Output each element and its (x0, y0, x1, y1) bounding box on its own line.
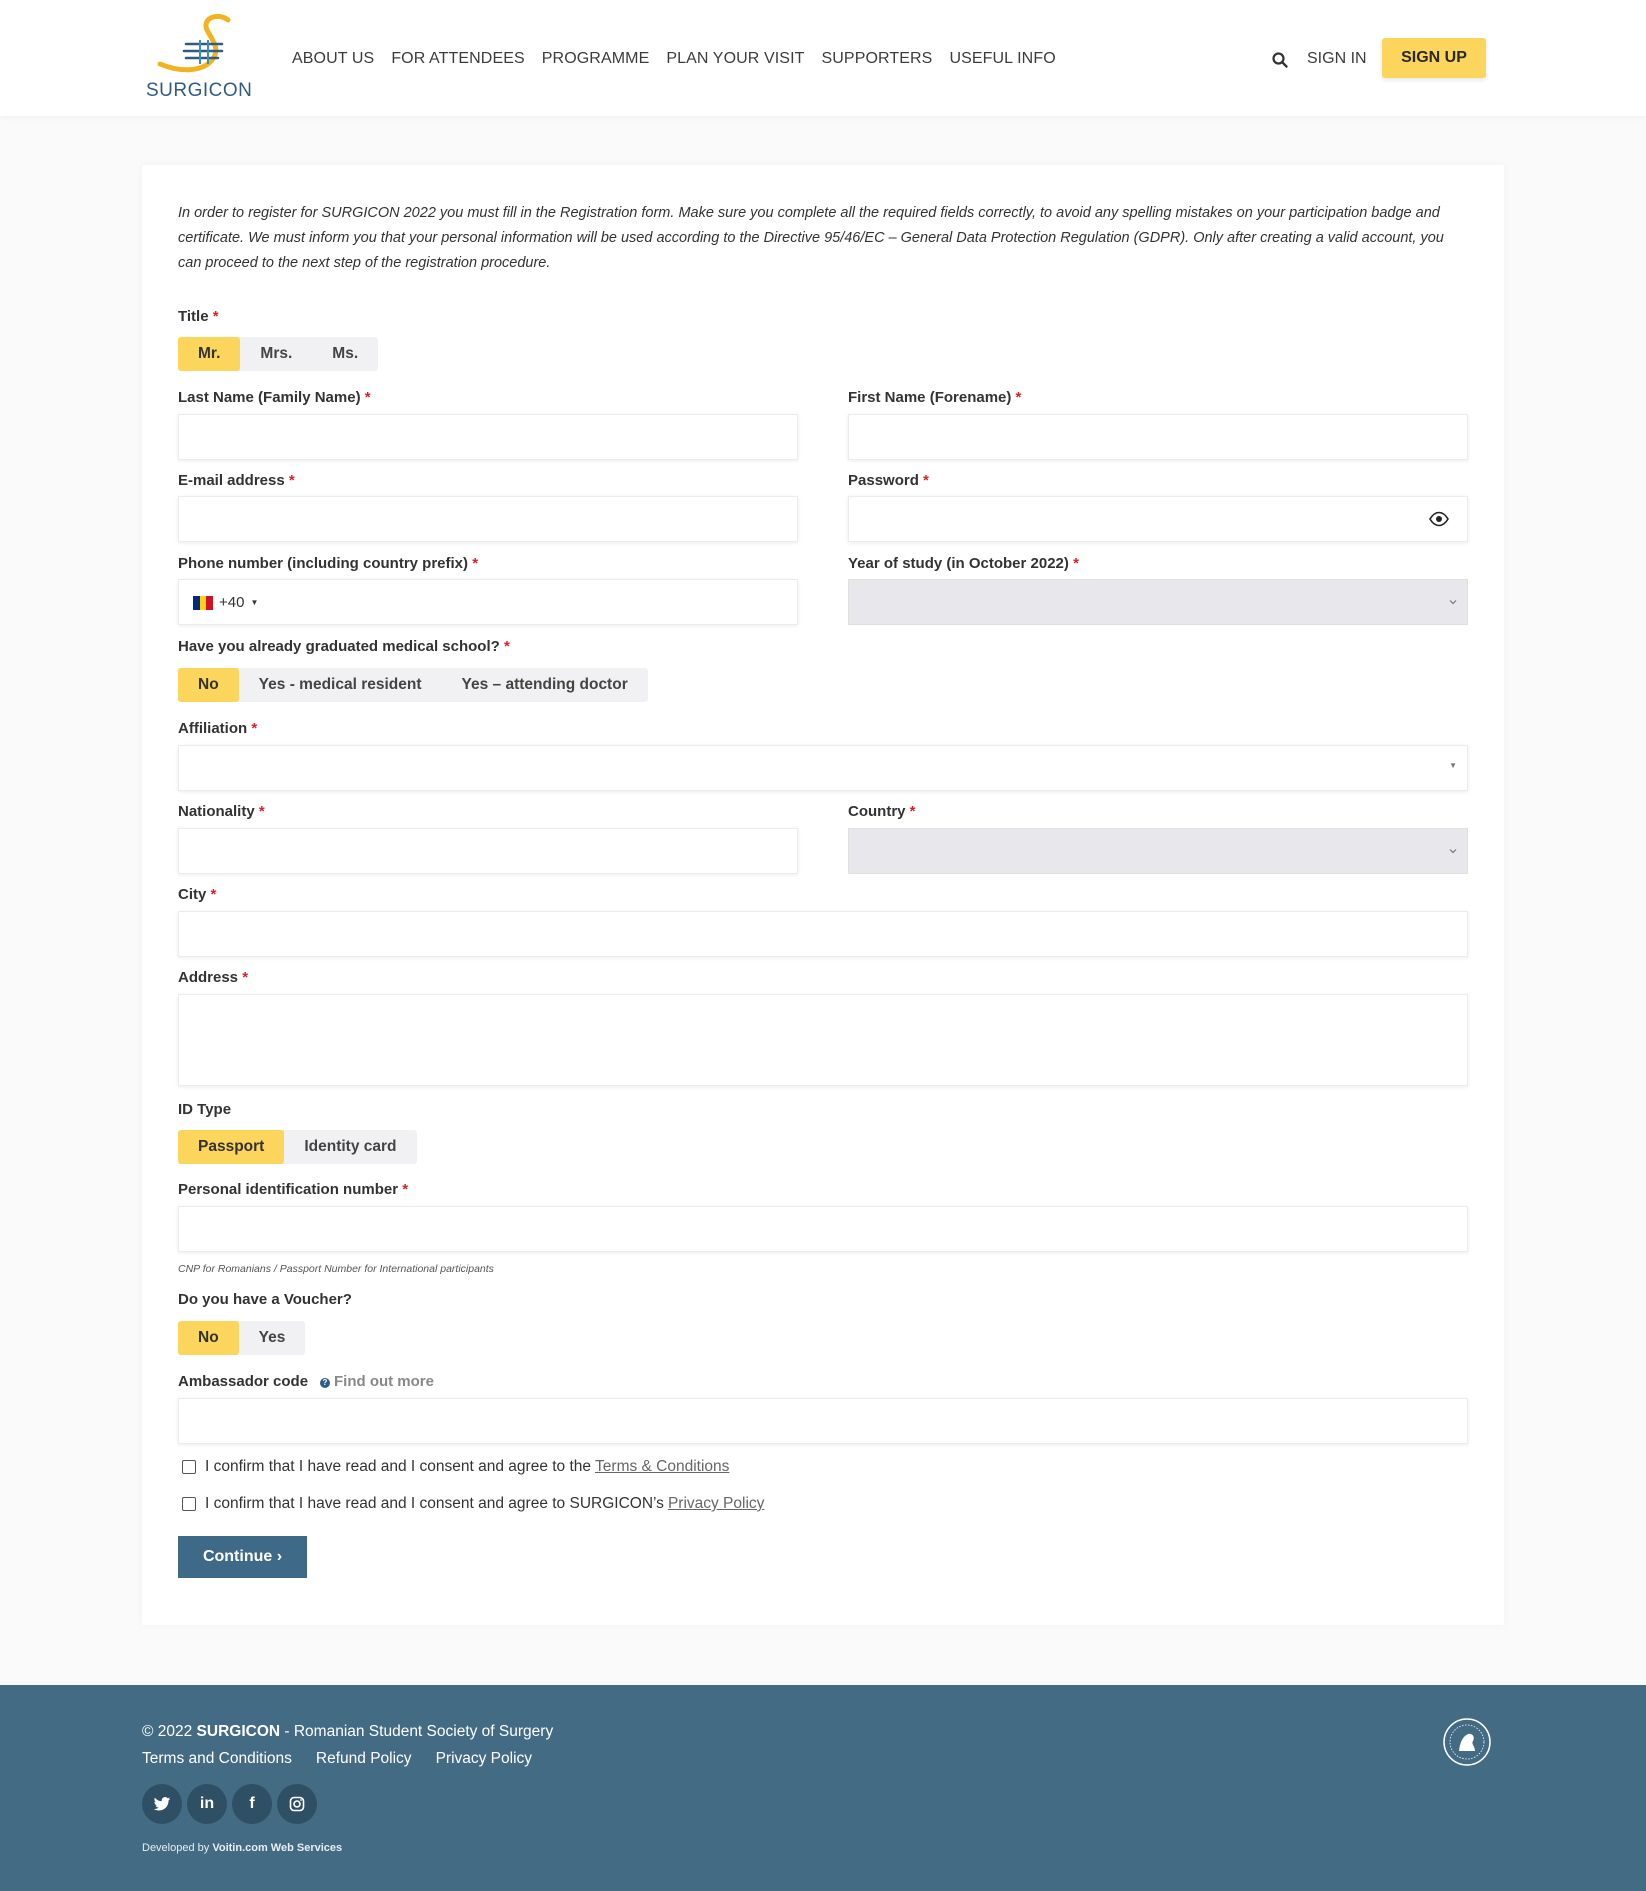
title-option-mrs[interactable]: Mrs. (260, 345, 293, 362)
password-input[interactable] (848, 496, 1468, 542)
logo-text: SURGICON (146, 80, 253, 101)
continue-button[interactable]: Continue › (178, 1536, 307, 1578)
chevron-down-icon (1449, 847, 1457, 855)
title-selector (178, 337, 378, 371)
privacy-consent-row (182, 1495, 764, 1513)
social-links (142, 1784, 322, 1824)
voucher-label: Do you have a Voucher? (178, 1291, 352, 1308)
footer-copyright: © 2022 SURGICON - Romanian Student Society of Surgery (142, 1723, 554, 1740)
affiliation-label: Affiliation * (178, 720, 258, 737)
country-code-selector[interactable] (193, 594, 258, 611)
nav-for-attendees[interactable]: FOR ATTENDEES (391, 50, 525, 67)
id-type-option-passport[interactable]: Passport (178, 1130, 284, 1164)
sign-in-link[interactable]: SIGN IN (1307, 50, 1367, 67)
terms-link[interactable]: Terms & Conditions (595, 1458, 730, 1475)
ambassador-code-input[interactable] (178, 1398, 1468, 1444)
registration-card (142, 165, 1504, 1625)
sign-up-button[interactable]: SIGN UP (1382, 38, 1486, 78)
email-input[interactable] (178, 496, 798, 542)
graduated-option-resident[interactable]: Yes - medical resident (258, 676, 422, 693)
main-nav (292, 50, 1073, 68)
romania-flag-icon (193, 596, 213, 610)
id-type-selector (178, 1130, 417, 1164)
terms-consent-row (182, 1458, 729, 1476)
site-header (0, 0, 1646, 116)
phone-prefix-value: +40 (219, 594, 245, 611)
affiliation-select[interactable] (178, 745, 1468, 791)
nav-supporters[interactable]: SUPPORTERS (821, 50, 933, 67)
linkedin-icon[interactable]: in (187, 1784, 227, 1824)
phone-input[interactable] (178, 579, 798, 625)
address-label: Address * (178, 969, 249, 986)
city-input[interactable] (178, 911, 1468, 957)
caret-down-icon: ▼ (1449, 761, 1457, 770)
developer-link[interactable]: Voitin.com Web Services (212, 1842, 343, 1854)
country-label: Country * (848, 803, 916, 820)
nav-useful-info[interactable]: USEFUL INFO (949, 50, 1056, 67)
graduated-label: Have you already graduated medical school? * (178, 638, 510, 655)
nav-about-us[interactable]: ABOUT US (292, 50, 375, 67)
society-seal-icon (1442, 1717, 1492, 1767)
eye-icon[interactable] (1429, 511, 1449, 527)
terms-checkbox[interactable] (182, 1460, 196, 1474)
nationality-input[interactable] (178, 828, 798, 874)
phone-label: Phone number (including country prefix) * (178, 555, 479, 572)
city-label: City * (178, 886, 217, 903)
site-footer (0, 1685, 1646, 1891)
nav-programme[interactable]: PROGRAMME (541, 50, 650, 67)
caret-down-icon: ▼ (250, 598, 259, 607)
nationality-label: Nationality * (178, 803, 265, 820)
first-name-label: First Name (Forename) * (848, 389, 1022, 406)
ambassador-label: Ambassador code (178, 1373, 309, 1390)
chevron-down-icon (1449, 598, 1457, 606)
id-type-label: ID Type (178, 1101, 232, 1118)
title-option-ms[interactable]: Ms. (332, 345, 359, 362)
footer-refund-link[interactable]: Refund Policy (315, 1750, 412, 1767)
search-icon[interactable] (1271, 51, 1289, 69)
question-icon: ? (320, 1378, 330, 1388)
first-name-input[interactable] (848, 414, 1468, 460)
nav-plan-your-visit[interactable]: PLAN YOUR VISIT (666, 50, 805, 67)
email-label: E-mail address * (178, 472, 295, 489)
country-select[interactable] (848, 828, 1468, 874)
voucher-selector (178, 1321, 305, 1355)
privacy-checkbox[interactable] (182, 1497, 196, 1511)
title-option-mr[interactable]: Mr. (178, 337, 240, 371)
year-of-study-label: Year of study (in October 2022) * (848, 555, 1079, 572)
surgicon-logo[interactable] (142, 14, 260, 104)
find-out-more-link[interactable]: ? Find out more (320, 1373, 434, 1390)
graduated-option-no[interactable]: No (178, 668, 239, 702)
pin-hint: CNP for Romanians / Passport Number for International participants (178, 1263, 494, 1275)
last-name-input[interactable] (178, 414, 798, 460)
facebook-icon[interactable]: f (232, 1784, 272, 1824)
voucher-option-no[interactable]: No (178, 1321, 239, 1355)
intro-text: In order to register for SURGICON 2022 you must fill in the Registration form. Make sure you complete all the required fields correctly, to avoid any spelling mistakes on your participation badge and certificate. We must inform you that your personal information will be used according to the Directive 95/46/EC – General Data Protection Regulation (GDPR). Only after creating a valid account, you can proceed to the next step of the registration procedure. (178, 205, 1444, 271)
footer-terms-link[interactable]: Terms and Conditions (142, 1750, 292, 1767)
pin-label: Personal identification number * (178, 1181, 409, 1198)
privacy-link[interactable]: Privacy Policy (667, 1495, 765, 1512)
twitter-icon[interactable] (142, 1784, 182, 1824)
year-of-study-select[interactable] (848, 579, 1468, 625)
footer-links (142, 1750, 556, 1768)
id-type-option-identity-card[interactable]: Identity card (304, 1138, 397, 1155)
address-textarea[interactable] (178, 994, 1468, 1086)
last-name-label: Last Name (Family Name) * (178, 389, 371, 406)
developer-credit: Developed by Voitin.com Web Services (142, 1842, 343, 1854)
graduated-selector (178, 668, 648, 702)
privacy-consent-text: I confirm that I have read and I consent and agree to SURGICON’s (205, 1495, 664, 1512)
logo-icon (156, 14, 246, 80)
instagram-icon[interactable] (277, 1784, 317, 1824)
voucher-option-yes[interactable]: Yes (258, 1329, 286, 1346)
title-label: Title * (178, 308, 219, 325)
footer-privacy-link[interactable]: Privacy Policy (435, 1750, 533, 1767)
graduated-option-attending[interactable]: Yes – attending doctor (461, 676, 628, 693)
pin-input[interactable] (178, 1206, 1468, 1252)
terms-consent-text: I confirm that I have read and I consent and agree to the (205, 1458, 592, 1475)
password-label: Password * (848, 472, 929, 489)
